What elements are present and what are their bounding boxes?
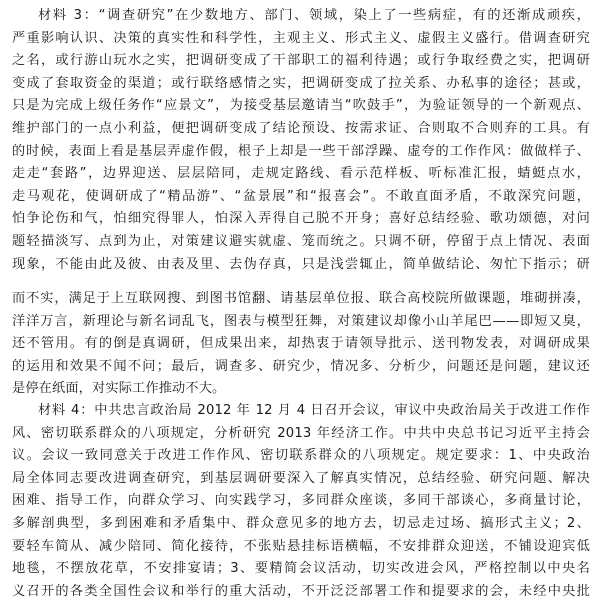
material3-continuation [12, 288, 590, 401]
text-line: 义召开的各类全国性会议和举行的重大活动，不开泛泛部署工作和提要求的会，未经中央批 [12, 583, 590, 599]
text-line: 而不实，满足于上互联网搜、到图书馆翻、请基层单位报、联合高校院所做课题，堆砌拼凑， [12, 291, 590, 306]
text-line: 还不管用。有的倒是真调研，但成果出来，却热衷于请领导批示、送刊物发表，对调研成果 [12, 336, 590, 352]
text-line: 局全体同志要改进调查研究，到基层调研要深入了解真实情况，总结经验、研究问题、解决 [12, 470, 590, 486]
text-line: 走马观花，使调研成了“精品游”、“盆景展”和“报喜会”。不敢直面矛盾，不敢深究问题， [12, 188, 590, 204]
text-line: 题轻描淡写、点到为止，对策建议避实就虚、笼而统之。只调不研，停留于点上情况、表面 [12, 233, 590, 249]
text-line: 地毯，不摆放花草，不安排宴请；3、要精简会议活动，切实改进会风，严格控制以中央名 [12, 561, 590, 577]
material3-paragraph [12, 5, 590, 276]
text-line: 之名，或行游山玩水之实，把调研变成了干部职工的福利待遇；或行争取经费之实，把调研 [12, 53, 590, 69]
text-line: 的时候，表面上看是基层弄虚作假，根子上却是一些干部浮躁、虚夸的工作作风：做做样子、 [12, 143, 590, 159]
text-line: 要轻车简从、减少陪同、简化接待，不张贴悬挂标语横幅，不安排群众迎送，不铺设迎宾低 [12, 538, 590, 554]
text-line: 议。会议一致同意关于改进工作作风、密切联系群众的八项规定。规定要求：1、中央政治 [12, 448, 590, 464]
text-line: 风、密切联系群众的八项规定，分析研究 2013 年经济工作。中共中央总书记习近平主持会 [12, 425, 590, 441]
text-line: 材料 3：“调查研究”在少数地方、部门、领域，染上了一些病症，有的还渐成顽疾， [38, 8, 590, 23]
text-line: 多解剖典型，多到困难和矛盾集中、群众意见多的地方去，切忌走过场、搞形式主义；2、 [12, 515, 590, 531]
text-line: 走走“套路”，边界迎送、层层陪同，走规定路线、看示范样板、听标准汇报，蜻蜓点水， [12, 166, 590, 182]
text-line: 材料 4：中共忠言政治局 2012 年 12 月 4 日召开会议，审议中央政治局关于改进工作作 [38, 403, 590, 418]
text-line: 变成了套取资金的渠道；或行联络感情之实，把调研变成了拉关系、办私事的途径；甚或， [12, 75, 590, 91]
text-line: 困难、指导工作，向群众学习、向实践学习，多同群众座谈，多同干部谈心，多商量讨论， [12, 493, 590, 509]
text-line: 是停在纸面，对实际工作推动不大。 [12, 381, 226, 397]
text-line: 怕争论伤和气，怕细究得罪人，怕深入弄得自己脱不开身；喜好总结经验、歌功颂德，对问 [12, 211, 590, 227]
text-line: 现象，不能由此及彼、由表及里、去伪存真，只是浅尝辄止，简单做结论、匆忙下指示；研 [12, 256, 590, 272]
text-line: 维护部门的一点小利益，便把调研变成了结论预设、按需求证、合则取不合则弃的工具。有 [12, 120, 590, 136]
material4-paragraph [12, 400, 590, 603]
text-line: 洋洋万言，新理论与新名词乱飞，图表与模型狂舞，对策建议却像小山羊尾巴——即短又臭， [12, 313, 590, 329]
text-line: 严重影响认识、决策的真实性和科学性，主观主义、形式主义、虚假主义盛行。借调查研究 [12, 30, 590, 46]
text-line: 只是为完成上级任务作“应景文”，为接受基层邀请当“吹鼓手”，为验证领导的一个新观点、 [12, 98, 590, 114]
text-line: 的运用和效果不闻不问；最后，调查多、研究少，情况多、分析少，问题还是问题，建议还 [12, 358, 590, 374]
